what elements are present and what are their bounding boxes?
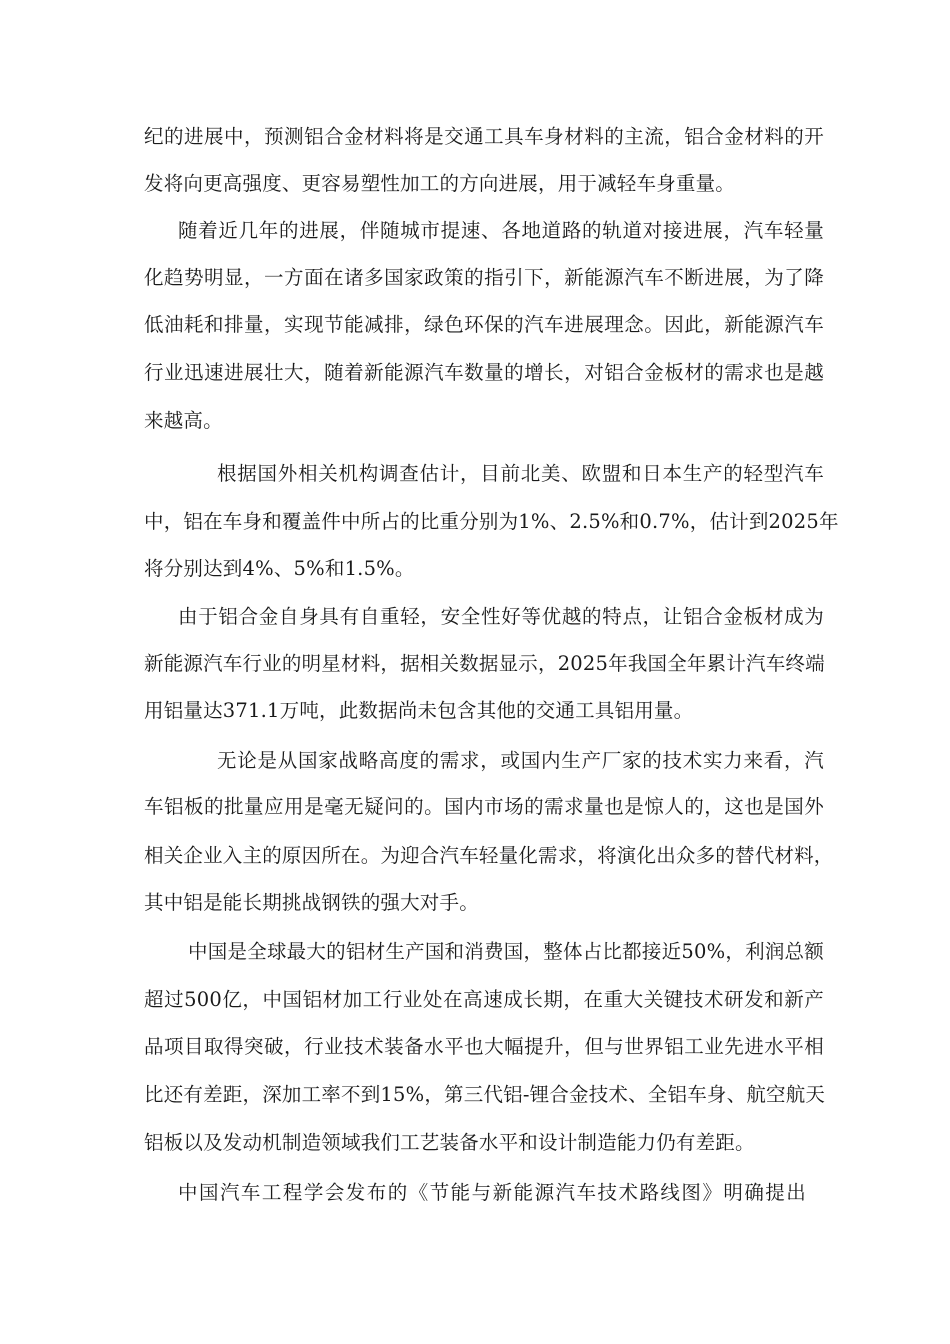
paragraph-2-line-5: 来越高。: [144, 409, 223, 432]
paragraph-3-line-2: 中，铝在车身和覆盖件中所占的比重分别为1%、2.5%和0.7%，估计到2025年: [144, 510, 839, 533]
paragraph-6-line-2: 超过500亿，中国铝材加工行业处在高速成长期，在重大关键技术研发和新产: [144, 988, 824, 1011]
paragraph-3-line-3: 将分别达到4%、5%和1.5%。: [144, 557, 415, 580]
paragraph-5-line-1: 无论是从国家战略高度的需求，或国内生产厂家的技术实力来看，汽: [217, 749, 824, 772]
paragraph-5-line-2: 车铝板的批量应用是毫无疑问的。国内市场的需求量也是惊人的，这也是国外: [144, 795, 824, 818]
paragraph-2-line-3: 低油耗和排量，实现节能减排，绿色环保的汽车进展理念。因此，新能源汽车: [144, 313, 824, 336]
paragraph-4-line-3: 用铝量达371.1万吨，此数据尚未包含其他的交通工具铝用量。: [144, 699, 694, 722]
paragraph-6-line-3: 品项目取得突破，行业技术装备水平也大幅提升，但与世界铝工业先进水平相: [144, 1035, 824, 1058]
paragraph-4-line-1: 由于铝合金自身具有自重轻，安全性好等优越的特点，让铝合金板材成为: [178, 605, 824, 628]
paragraph-2-line-2: 化趋势明显，一方面在诸多国家政策的指引下，新能源汽车不断进展，为了降: [144, 266, 824, 289]
paragraph-6-line-1: 中国是全球最大的铝材生产国和消费国，整体占比都接近50%，利润总额: [188, 940, 824, 963]
paragraph-4-line-2: 新能源汽车行业的明星材料，据相关数据显示，2025年我国全年累计汽车终端: [144, 652, 825, 675]
paragraph-2-line-1: 随着近几年的进展，伴随城市提速、各地道路的轨道对接进展，汽车轻量: [178, 219, 824, 242]
paragraph-3-line-1: 根据国外相关机构调查估计，目前北美、欧盟和日本生产的轻型汽车: [217, 462, 824, 485]
paragraph-7-line-1: 中国汽车工程学会发布的《节能与新能源汽车技术路线图》明确提出: [178, 1181, 806, 1204]
paragraph-1-line-1: 纪的进展中，预测铝合金材料将是交通工具车身材料的主流，铝合金材料的开: [144, 125, 824, 148]
paragraph-6-line-5: 铝板以及发动机制造领域我们工艺装备水平和设计制造能力仍有差距。: [144, 1131, 755, 1154]
paragraph-1-line-2: 发将向更高强度、更容易塑性加工的方向进展，用于减轻车身重量。: [144, 172, 736, 195]
paragraph-5-line-4: 其中铝是能长期挑战钢铁的强大对手。: [144, 891, 479, 914]
paragraph-5-line-3: 相关企业入主的原因所在。为迎合汽车轻量化需求，将演化出众多的替代材料，: [144, 844, 834, 867]
paragraph-2-line-4: 行业迅速进展壮大，随着新能源汽车数量的增长，对铝合金板材的需求也是越: [144, 361, 824, 384]
paragraph-6-line-4: 比还有差距，深加工率不到15%，第三代铝-锂合金技术、全铝车身、航空航天: [144, 1083, 826, 1106]
